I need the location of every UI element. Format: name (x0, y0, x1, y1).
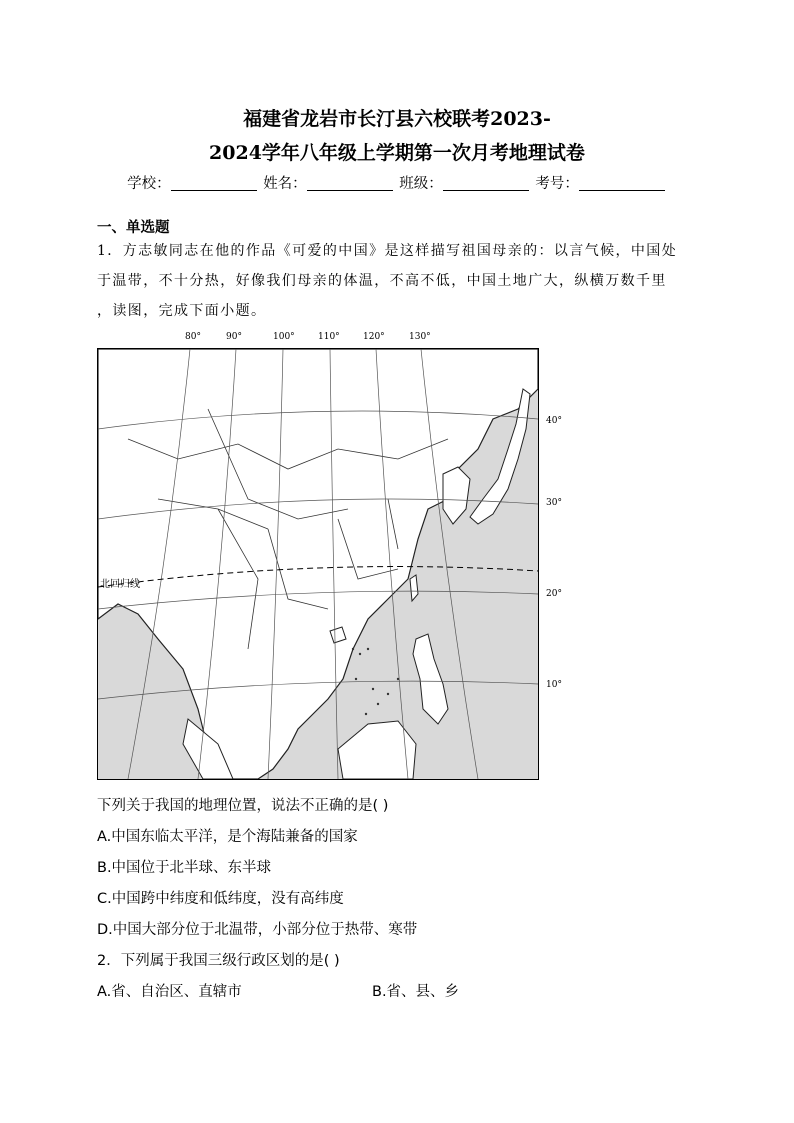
q1-option-b[interactable]: B.中国位于北半球、东半球 (97, 860, 272, 876)
q2-option-b[interactable]: B.省、县、乡 (372, 984, 460, 1000)
class-blank[interactable] (443, 176, 529, 191)
school-label: 学校： (127, 176, 171, 192)
lat-label-30: 30° (546, 498, 562, 508)
lon-label-80: 80° (185, 332, 201, 342)
q1-option-a[interactable]: A.中国东临太平洋，是个海陆兼备的国家 (97, 829, 358, 845)
lon-label-90: 90° (226, 332, 242, 342)
page-title-line2: 2024学年八年级上学期第一次月考地理试卷 (209, 142, 585, 164)
lat-label-40: 40° (546, 416, 562, 426)
page-title-line1: 福建省龙岩市长汀县六校联考2023- (243, 108, 551, 130)
class-label: 班级： (399, 176, 443, 192)
lon-label-110: 110° (318, 332, 340, 342)
name-label: 姓名： (263, 176, 307, 192)
lon-label-100: 100° (273, 332, 295, 342)
intro-line-2: 于温带，不十分热，好像我们母亲的体温，不高不低，中国土地广大，纵横万数千里 (97, 273, 667, 289)
korea-peninsula (443, 467, 470, 524)
q1-option-d[interactable]: D.中国大部分位于北温带，小部分位于热带、寒带 (97, 922, 418, 938)
school-blank[interactable] (171, 176, 257, 191)
lat-label-10: 10° (546, 680, 562, 690)
taiwan-island (410, 575, 418, 601)
tropic-of-cancer-label: 北回归线 (100, 579, 140, 590)
q2-option-a[interactable]: A.省、自治区、直辖市 (97, 984, 242, 1000)
intro-line-3: ，读图，完成下面小题。 (97, 303, 267, 319)
q2-stem: 2．下列属于我国三级行政区划的是( ) (97, 953, 340, 969)
q1-option-c[interactable]: C.中国跨中纬度和低纬度，没有高纬度 (97, 891, 344, 907)
number-blank[interactable] (579, 176, 665, 191)
number-label: 考号： (535, 176, 579, 192)
mainland-landmass (98, 349, 538, 779)
map-graphic (98, 349, 538, 779)
q1-stem: 下列关于我国的地理位置，说法不正确的是( ) (97, 798, 389, 814)
philippines-islands (413, 634, 448, 724)
section-heading: 一、单选题 (97, 220, 170, 236)
lon-label-130: 130° (409, 332, 431, 342)
intro-line-1: 1．方志敏同志在他的作品《可爱的中国》是这样描写祖国母亲的：以言气候，中国处 (97, 243, 678, 259)
name-blank[interactable] (307, 176, 393, 191)
lat-label-20: 20° (546, 589, 562, 599)
borneo-island (338, 721, 416, 779)
east-asia-map (97, 348, 539, 780)
lon-label-120: 120° (363, 332, 385, 342)
student-info-row (0, 172, 794, 193)
